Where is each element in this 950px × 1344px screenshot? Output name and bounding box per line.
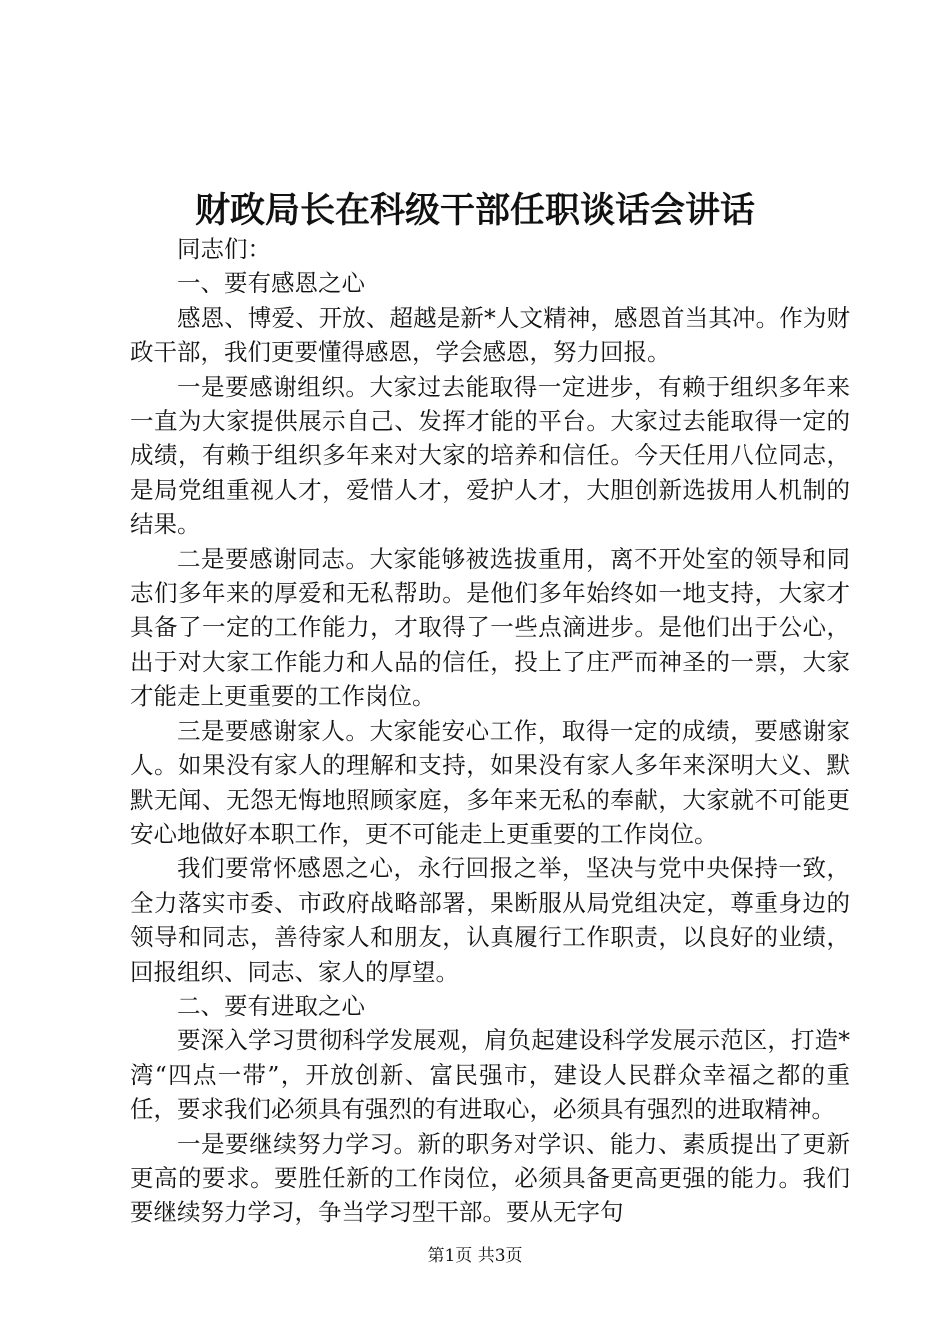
body-paragraph: 一是要继续努力学习。新的职务对学识、能力、素质提出了更新更高的要求。要胜任新的工作岗位，必须具备更高更强的能力。我们要继续努力学习，争当学习型干部。要从无字句 <box>130 1129 850 1227</box>
body-paragraph: 感恩、博爱、开放、超越是新*人文精神，感恩首当其冲。作为财政干部，我们更要懂得感恩，学会感恩，努力回报。 <box>130 303 850 367</box>
document-body <box>130 232 850 1230</box>
page-number-footer: 第1页 共3页 <box>427 1246 523 1266</box>
body-paragraph: 二是要感谢同志。大家能够被选拔重用，离不开处室的领导和同志们多年来的厚爱和无私帮助。是他们多年始终如一地支持，大家才具备了一定的工作能力，才取得了一些点滴进步。是他们出于公心，出于对大家工作能力和人品的信任，投上了庄严而神圣的一票，大家才能走上更重要的工作岗位。 <box>130 544 850 711</box>
document-title: 财政局长在科级干部任职谈话会讲话 <box>194 190 755 231</box>
section-heading-2: 二、要有进取之心 <box>177 991 365 1020</box>
body-paragraph: 三是要感谢家人。大家能安心工作，取得一定的成绩，要感谢家人。如果没有家人的理解和支持，如果没有家人多年来深明大义、默默无闻、无怨无悔地照顾家庭，多年来无私的奉献，大家就不可能更安心地做好本职工作，更不可能走上更重要的工作岗位。 <box>130 716 850 848</box>
salutation-paragraph: 同志们： <box>177 235 271 263</box>
body-paragraph: 要深入学习贯彻科学发展观，肩负起建设科学发展示范区，打造*湾“四点一带”，开放创新、富民强市，建设人民群众幸福之都的重任，要求我们必须具有强烈的有进取心，必须具有强烈的进取精神。 <box>130 1026 850 1124</box>
body-paragraph: 一是要感谢组织。大家过去能取得一定进步，有赖于组织多年来一直为大家提供展示自己、发挥才能的平台。大家过去能取得一定的成绩，有赖于组织多年来对大家的培养和信任。今天任用八位同志，是局党组重视人才，爱惜人才，爱护人才，大胆创新选拔用人机制的结果。 <box>130 372 850 539</box>
section-heading-1: 一、要有感恩之心 <box>177 269 365 298</box>
body-paragraph: 我们要常怀感恩之心，永行回报之举，坚决与党中央保持一致，全力落实市委、市政府战略部署，果断服从局党组决定，尊重身边的领导和同志，善待家人和朋友，认真履行工作职责，以良好的业绩，回报组织、同志、家人的厚望。 <box>130 854 850 986</box>
